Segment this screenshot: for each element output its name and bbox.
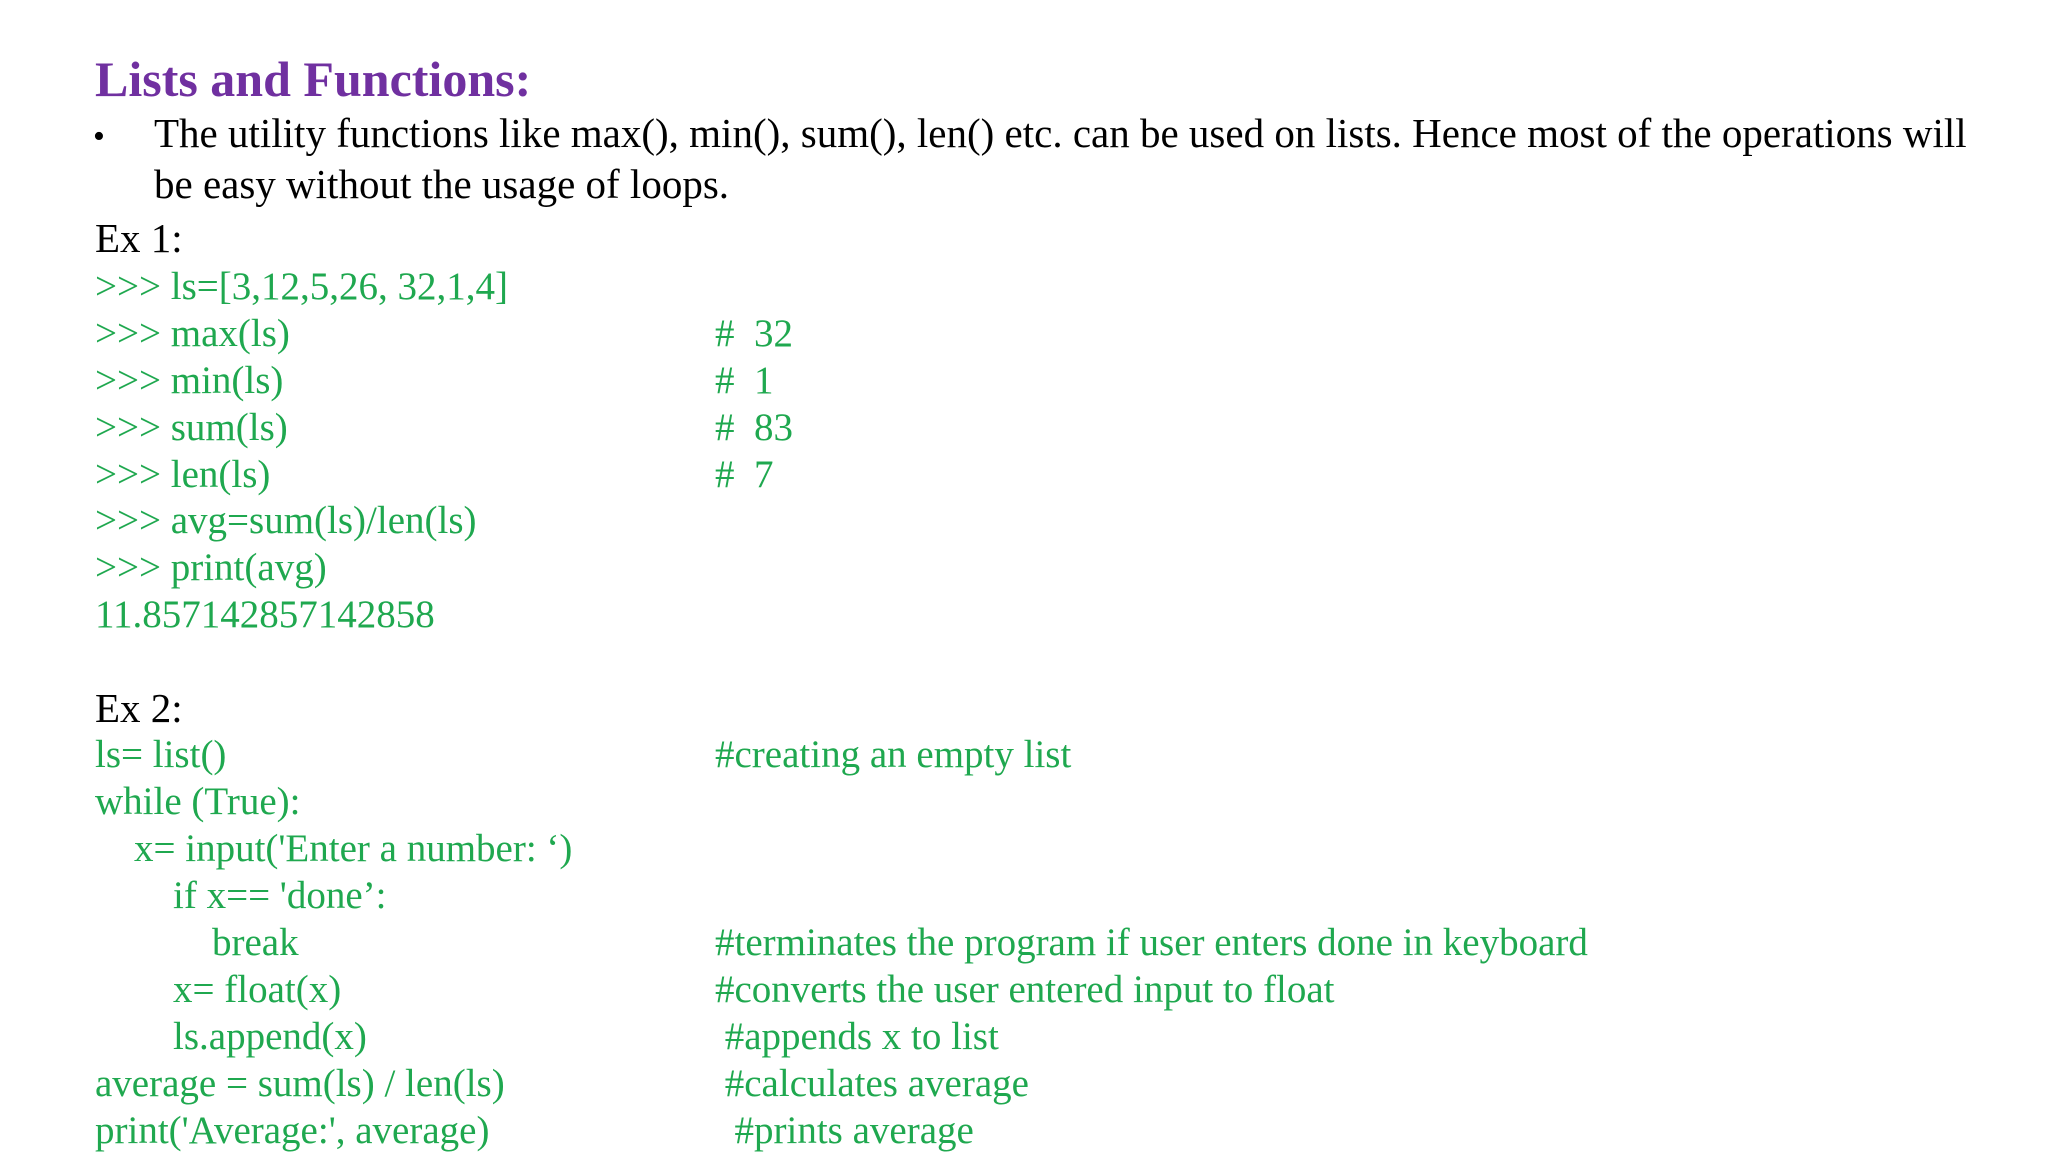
- code-comment: # 7: [715, 453, 774, 496]
- code-line: print('Average:', average): [95, 1109, 490, 1152]
- code-line: break: [95, 921, 299, 964]
- code-comment: #converts the user entered input to float: [715, 968, 1335, 1011]
- code-line: >>> ls=[3,12,5,26, 32,1,4]: [95, 265, 508, 308]
- code-line: >>> max(ls): [95, 312, 290, 355]
- code-comment: #creating an empty list: [715, 733, 1072, 776]
- code-line: >>> sum(ls): [95, 406, 288, 449]
- code-comment: #appends x to list: [715, 1015, 999, 1058]
- bullet-icon: •: [93, 118, 105, 155]
- bullet-text: The utility functions like max(), min(), sum(), len() etc. can be used on lists. Hence most of the operations will be easy without the usage of loops.: [154, 110, 1967, 207]
- code-line: ls= list(): [95, 733, 227, 776]
- code-line: average = sum(ls) / len(ls): [95, 1062, 505, 1105]
- code-line: ls.append(x): [95, 1015, 367, 1058]
- code-output: 11.857142857142858: [95, 593, 435, 636]
- example-1-label: Ex 1:: [95, 215, 183, 261]
- code-comment: #prints average: [715, 1109, 974, 1152]
- code-line: >>> min(ls): [95, 359, 284, 402]
- example-2-label: Ex 2:: [95, 685, 183, 731]
- code-line: x= input('Enter a number: ‘): [95, 827, 573, 870]
- code-comment: #terminates the program if user enters done in keyboard: [715, 921, 1588, 964]
- code-line: if x== 'done’:: [95, 874, 387, 917]
- code-comment: # 1: [715, 359, 774, 402]
- code-line: while (True):: [95, 780, 301, 823]
- code-comment: # 32: [715, 312, 793, 355]
- code-comment: # 83: [715, 406, 793, 449]
- code-line: >>> print(avg): [95, 546, 327, 589]
- code-line: >>> len(ls): [95, 453, 271, 496]
- code-line: x= float(x): [95, 968, 342, 1011]
- code-line: >>> avg=sum(ls)/len(ls): [95, 499, 477, 542]
- code-comment: #calculates average: [715, 1062, 1029, 1105]
- slide-title: Lists and Functions:: [95, 51, 532, 107]
